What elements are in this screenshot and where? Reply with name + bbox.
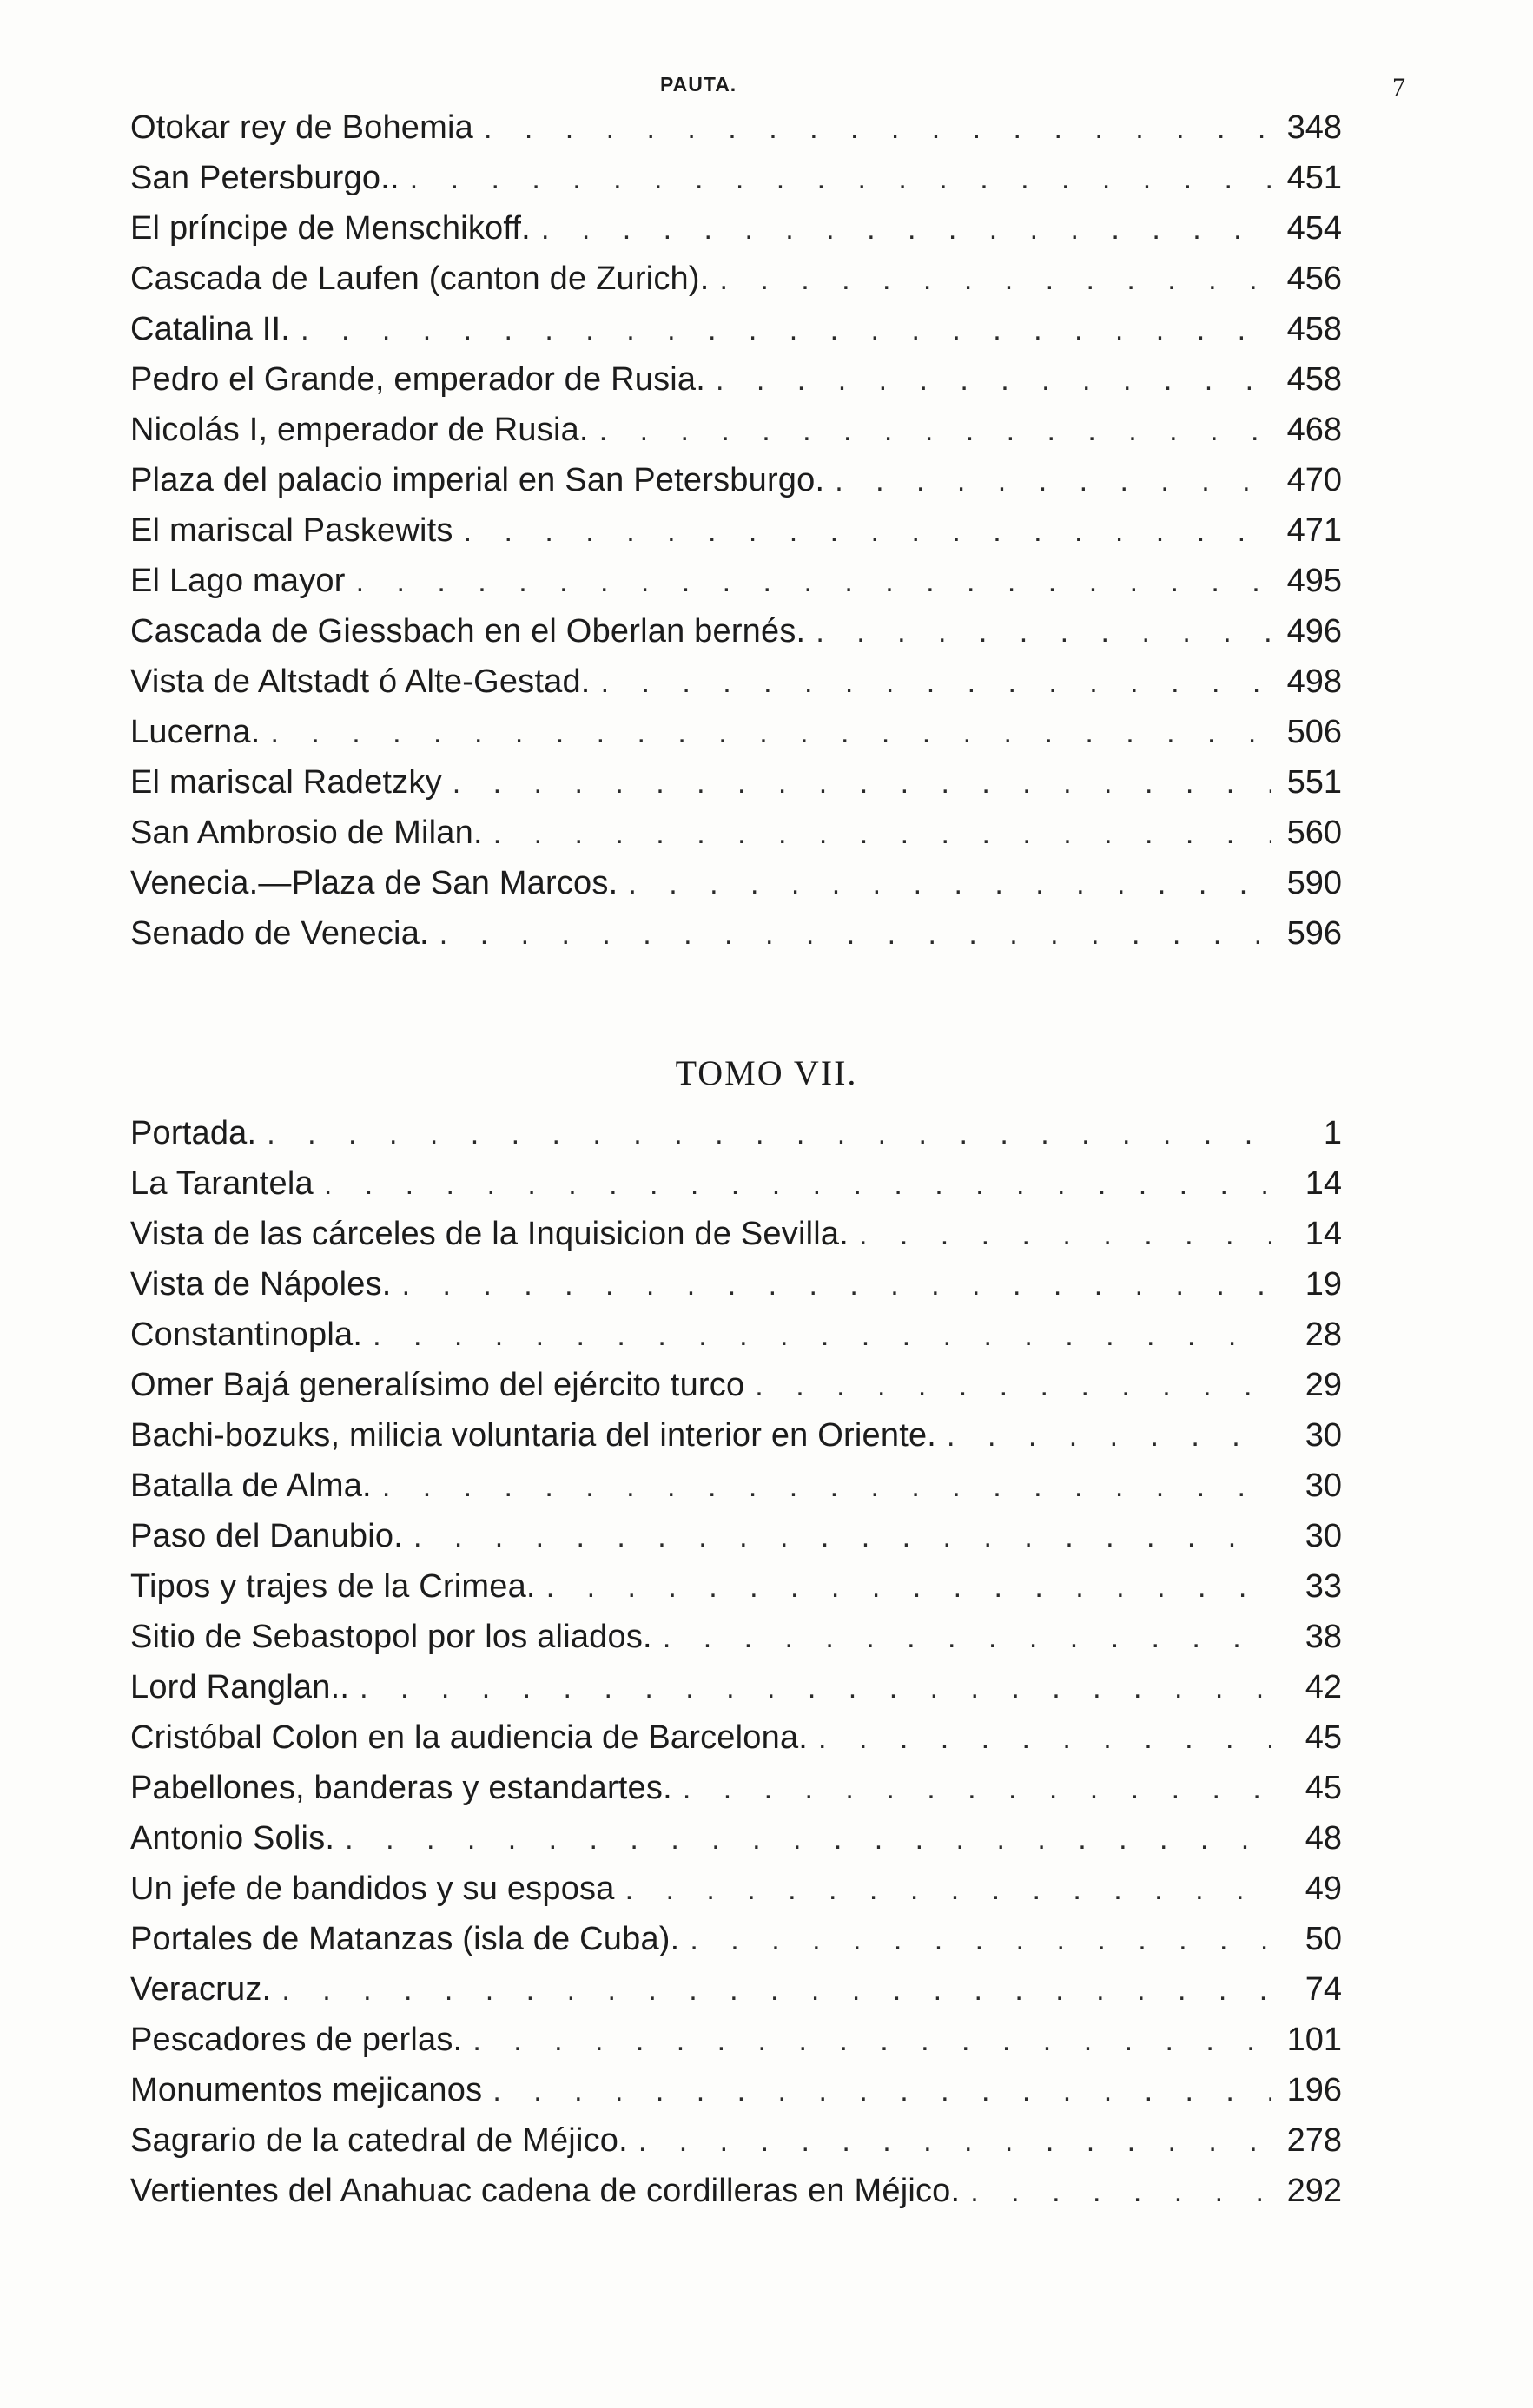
toc-entry-title: Un jefe de bandidos y su esposa <box>130 1870 615 1907</box>
toc-entry-page: 458 <box>1286 311 1342 347</box>
running-head <box>0 68 1533 102</box>
toc-entry-title: Tipos y trajes de la Crimea. <box>130 1568 536 1605</box>
dot-leader <box>281 1965 1271 2015</box>
toc-entry-title: El mariscal Radetzky <box>130 764 442 801</box>
toc-entry <box>130 858 1342 908</box>
toc-entry-title: Vista de Altstadt ó Alte-Gestad. <box>130 663 591 700</box>
toc-entry-title: Lucerna. <box>130 714 261 750</box>
dot-leader <box>663 1613 1271 1663</box>
toc-entry-title: Vista de Nápoles. <box>130 1266 392 1303</box>
toc-entry <box>130 1108 1342 1158</box>
dot-leader <box>413 1512 1271 1562</box>
toc-entry-page: 19 <box>1305 1266 1342 1303</box>
toc-entry <box>130 1461 1342 1511</box>
toc-entry-page: 470 <box>1286 462 1342 498</box>
toc-entry <box>130 1914 1342 1964</box>
dot-leader <box>546 1562 1271 1613</box>
toc-entry <box>130 505 1342 556</box>
toc-entry <box>130 153 1342 203</box>
toc-entry-title: Cascada de Giessbach en el Oberlan bernés. <box>130 613 806 650</box>
dot-leader <box>453 758 1271 808</box>
toc-entry-title: Antonio Solis. <box>130 1820 335 1857</box>
toc-entry-title: Sagrario de la catedral de Méjico. <box>130 2122 628 2159</box>
toc-entry-title: Lord Ranglan.. <box>130 1669 350 1705</box>
dot-leader <box>816 607 1271 657</box>
toc-entry-page: 42 <box>1305 1669 1342 1705</box>
toc-entry-title: Catalina II. <box>130 311 291 347</box>
toc-entry-title: Cristóbal Colon en la audiencia de Barcelona. <box>130 1719 809 1756</box>
dot-leader <box>638 2116 1271 2167</box>
toc-entry <box>130 354 1342 405</box>
toc-entry-title: Batalla de Alma. <box>130 1468 372 1504</box>
dot-leader <box>492 2066 1271 2116</box>
toc-entry-title: El Lago mayor <box>130 563 346 599</box>
toc-entry-title: Vertientes del Anahuac cadena de cordilleras en Méjico. <box>130 2173 961 2209</box>
toc-entry <box>130 1259 1342 1310</box>
toc-entry <box>130 405 1342 455</box>
toc-entry-page: 560 <box>1286 815 1342 851</box>
dot-leader <box>324 1159 1271 1210</box>
toc-entry-page: 348 <box>1286 109 1342 146</box>
toc-entry <box>130 606 1342 656</box>
toc-entry-page: 471 <box>1286 512 1342 549</box>
dot-leader <box>690 1915 1271 1965</box>
running-title: PAUTA. <box>660 73 737 96</box>
toc-entry <box>130 1310 1342 1360</box>
dot-leader <box>541 204 1271 254</box>
toc-entry <box>130 1763 1342 1813</box>
toc-list-previous-volume <box>130 102 1342 959</box>
toc-entry-page: 33 <box>1305 1568 1342 1605</box>
toc-entry-page: 596 <box>1286 915 1342 952</box>
toc-entry-page: 29 <box>1305 1367 1342 1403</box>
dot-leader <box>267 1109 1271 1159</box>
toc-entry-page: 551 <box>1286 764 1342 801</box>
dot-leader <box>472 2015 1271 2066</box>
toc-entry-title: Venecia.—Plaza de San Marcos. <box>130 865 618 901</box>
toc-entry-page: 278 <box>1286 2122 1342 2159</box>
toc-entry-page: 45 <box>1305 1770 1342 1806</box>
toc-entry <box>130 808 1342 858</box>
toc-entry-title: Nicolás I, emperador de Rusia. <box>130 412 589 448</box>
toc-entry <box>130 1864 1342 1914</box>
toc-entry-page: 30 <box>1305 1518 1342 1554</box>
dot-leader <box>464 506 1271 557</box>
toc-entry <box>130 1209 1342 1259</box>
toc-entry-title: Vista de las cárceles de la Inquisicion de Sevilla. <box>130 1216 849 1252</box>
dot-leader <box>493 808 1271 859</box>
toc-entry-title: Plaza del palacio imperial en San Petersburgo. <box>130 462 825 498</box>
toc-list-tomo-vii <box>130 1108 1342 2216</box>
toc-entry <box>130 707 1342 757</box>
toc-entry-page: 30 <box>1305 1417 1342 1454</box>
dot-leader <box>818 1713 1271 1764</box>
toc-entry-page: 50 <box>1305 1921 1342 1957</box>
dot-leader <box>683 1764 1271 1814</box>
dot-leader <box>755 1361 1271 1411</box>
toc-entry <box>130 556 1342 606</box>
toc-entry-title: Portada. <box>130 1115 257 1151</box>
toc-entry-page: 506 <box>1286 714 1342 750</box>
toc-entry-page: 468 <box>1286 412 1342 448</box>
toc-entry-title: Pedro el Grande, emperador de Rusia. <box>130 361 706 398</box>
dot-leader <box>373 1310 1271 1361</box>
toc-entry <box>130 1410 1342 1461</box>
dot-leader <box>719 254 1271 305</box>
toc-entry-title: Senado de Venecia. <box>130 915 429 952</box>
toc-entry <box>130 908 1342 959</box>
dot-leader <box>360 1663 1271 1713</box>
toc-entry <box>130 2015 1342 2065</box>
toc-entry <box>130 1712 1342 1763</box>
toc-entry <box>130 455 1342 505</box>
toc-entry-title: San Ambrosio de Milan. <box>130 815 483 851</box>
dot-leader <box>716 355 1271 406</box>
volume-heading: TOMO VII. <box>675 1053 858 1092</box>
toc-entry-page: 590 <box>1286 865 1342 901</box>
toc-entry <box>130 2166 1342 2216</box>
toc-entry-page: 14 <box>1305 1165 1342 1202</box>
toc-entry <box>130 1360 1342 1410</box>
toc-entry <box>130 1813 1342 1864</box>
toc-entry-title: Pabellones, banderas y estandartes. <box>130 1770 672 1806</box>
toc-entry-page: 48 <box>1305 1820 1342 1857</box>
toc-entry-title: Bachi-bozuks, milicia voluntaria del interior en Oriente. <box>130 1417 937 1454</box>
toc-entry-page: 1 <box>1323 1115 1342 1151</box>
toc-entry-page: 495 <box>1286 563 1342 599</box>
toc-entry-title: Portales de Matanzas (isla de Cuba). <box>130 1921 680 1957</box>
toc-entry-page: 14 <box>1305 1216 1342 1252</box>
dot-leader <box>270 708 1271 758</box>
toc-entry-page: 451 <box>1286 160 1342 196</box>
toc-entry-title: Pescadores de perlas. <box>130 2022 463 2058</box>
toc-entry-title: Omer Bajá generalísimo del ejército turco <box>130 1367 745 1403</box>
dot-leader <box>439 909 1271 960</box>
toc-entry <box>130 2115 1342 2166</box>
toc-entry-page: 38 <box>1305 1619 1342 1655</box>
toc-entry-page: 458 <box>1286 361 1342 398</box>
toc-entry-page: 74 <box>1305 1971 1342 2008</box>
toc-entry-page: 45 <box>1305 1719 1342 1756</box>
toc-entry <box>130 1964 1342 2015</box>
dot-leader <box>625 1864 1271 1915</box>
dot-leader <box>382 1461 1271 1512</box>
toc-entry <box>130 102 1342 153</box>
toc-entry <box>130 1511 1342 1561</box>
toc-entry-title: El príncipe de Menschikoff. <box>130 210 531 247</box>
toc-entry-page: 498 <box>1286 663 1342 700</box>
toc-entry-page: 30 <box>1305 1468 1342 1504</box>
toc-entry-page: 496 <box>1286 613 1342 650</box>
dot-leader <box>599 406 1271 456</box>
toc-entry <box>130 1612 1342 1662</box>
toc-entry-title: San Petersburgo.. <box>130 160 400 196</box>
toc-entry-page: 28 <box>1305 1316 1342 1353</box>
toc-entry-title: Paso del Danubio. <box>130 1518 403 1554</box>
toc-entry <box>130 2065 1342 2115</box>
toc-entry <box>130 254 1342 304</box>
toc-entry-page: 196 <box>1286 2072 1342 2108</box>
toc-entry-title: Otokar rey de Bohemia <box>130 109 473 146</box>
dot-leader <box>835 456 1271 506</box>
toc-entry-title: Sitio de Sebastopol por los aliados. <box>130 1619 652 1655</box>
toc-entry-page: 49 <box>1305 1870 1342 1907</box>
toc-entry-page: 101 <box>1286 2022 1342 2058</box>
dot-leader <box>859 1210 1271 1260</box>
dot-leader <box>601 657 1271 708</box>
toc-entry <box>130 1158 1342 1209</box>
toc-entry-title: La Tarantela <box>130 1165 314 1202</box>
dot-leader <box>301 305 1271 355</box>
toc-entry <box>130 1561 1342 1612</box>
toc-entry <box>130 757 1342 808</box>
dot-leader <box>410 154 1271 204</box>
toc-entry-title: El mariscal Paskewits <box>130 512 453 549</box>
dot-leader <box>628 859 1271 909</box>
toc-entry-page: 292 <box>1286 2173 1342 2209</box>
toc-entry-title: Cascada de Laufen (canton de Zurich). <box>130 261 710 297</box>
toc-entry-page: 454 <box>1286 210 1342 247</box>
toc-entry <box>130 203 1342 254</box>
dot-leader <box>402 1260 1271 1310</box>
page-number: 7 <box>1392 73 1406 102</box>
toc-entry <box>130 1662 1342 1712</box>
dot-leader <box>484 103 1271 154</box>
dot-leader <box>345 1814 1271 1864</box>
toc-entry-title: Monumentos mejicanos <box>130 2072 483 2108</box>
toc-entry-title: Veracruz. <box>130 1971 272 2008</box>
toc-entry <box>130 304 1342 354</box>
toc-entry-title: Constantinopla. <box>130 1316 363 1353</box>
toc-entry <box>130 656 1342 707</box>
dot-leader <box>947 1411 1271 1461</box>
toc-entry-page: 456 <box>1286 261 1342 297</box>
dot-leader <box>970 2167 1271 2217</box>
dot-leader <box>356 557 1271 607</box>
